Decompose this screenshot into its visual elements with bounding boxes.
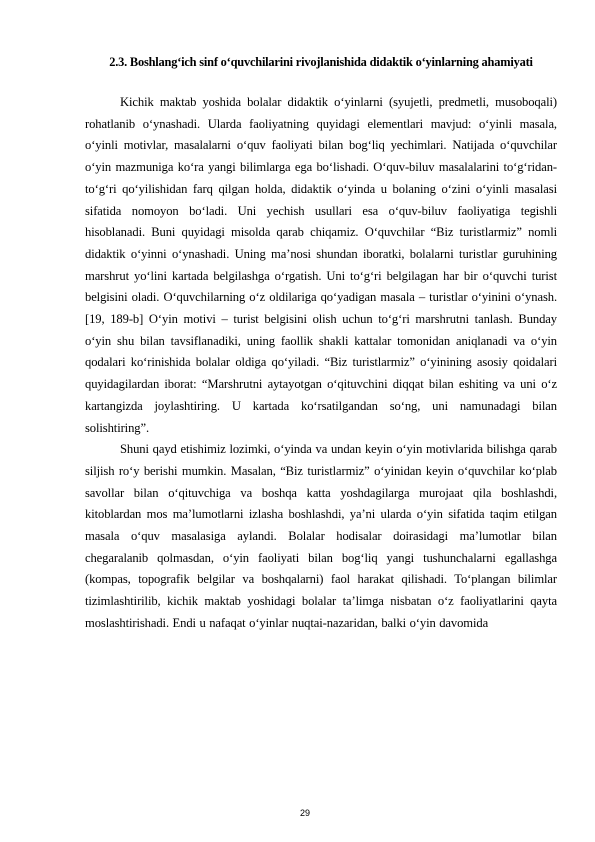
paragraph-2: Shuni qayd etishimiz lozimki, o‘yinda va undan keyin o‘yin motivlarida bilishga qarab siljish ro‘y berishi mumkin. Masalan, “Biz turistlarmiz” o‘yinidan keyin o‘quvchilar ko‘plab savollar bilan o‘qituvchiga va boshqa katta yoshdagilarga murojaat qila boshlashdi, kitoblardan mos ma’lumotlarni izlasha boshlashdi, ya’ni ularda o‘yin sifatida taqim etilgan masala o‘quv masalasiga aylandi. Bolalar hodisalar doirasidagi ma’lumotlar bilan chegaralanib qolmasdan, o‘yin faoliyati bilan bog‘liq yangi tushunchalarni egallashga (kompas, topografik belgilar va boshqalarni) faol harakat qilishadi. To‘plangan bilimlar tizimlashtirilib, kichik maktab yoshidagi bolalar ta’limga nisbatan o‘z faoliyatlarini qayta moslashtirishadi. Endi u nafaqat o‘yinlar nuqtai-nazaridan, balki o‘yin davomida bbox=[85, 442, 557, 630]
page-number: 29 bbox=[300, 808, 311, 818]
paragraph-1: Kichik maktab yoshida bolalar didaktik o‘yinlarni (syujetli, predmetli, musoboqali) rohatlanib o‘ynashadi. Ularda faoliyatning quyidagi elementlari mavjud: o‘yinli masala, o‘yinli motivlar, masalalarni o‘quv faoliyati bilan bog‘liq yechimlari. Natijada o‘quvchilar o‘yin mazmuniga ko‘ra yangi bilimlarga ega bo‘lishadi. O‘quv-biluv masalalarini to‘g‘ridan-to‘g‘ri qo‘yilishidan farq qilgan holda, didaktik o‘yinda u bolaning o‘zini o‘yinli masalasi sifatida nomoyon bo‘ladi. Uni yechish usullari esa o‘quv-biluv faoliyatiga tegishli hisoblanadi. Buni quyidagi misolda qarab chiqamiz. O‘quvchilar “Biz turistlarmiz” nomli didaktik o‘yinni o‘ynashadi. Uning ma’nosi shundan iboratki, bolalarni turistlar guruhining marshrut yo‘lini kartada belgilashga o‘rgatish. Uni to‘g‘ri belgilagan har bir o‘quvchi turist belgisini oladi. O‘quvchilarning o‘z oldilariga qo‘yadigan masala – turistlar o‘yinini o‘ynash.[19, 189-b] O‘yin motivi – turist belgisini olish uchun to‘g‘ri marshrutni tanlash. Bunday o‘yin shu bilan tavsiflanadiki, uning faollik shakli kattalar tomonidan aniqlanadi va o‘yin qodalari ko‘rinishida bolalar oldiga qo‘yiladi. “Biz turistlarmiz” o‘yinining asosiy qoidalari quyidagilardan iborat: “Marshrutni aytayotgan o‘qituvchini diqqat bilan eshiting va uni o‘z kartangizda joylashtiring. U kartada ko‘rsatilgandan so‘ng, uni namunadagi bilan solishtiring”. bbox=[85, 95, 557, 435]
body-text bbox=[85, 92, 557, 635]
section-heading: 2.3. Boshlang‘ich sinf o‘quvchilarini rivojlanishida didaktik o‘yinlarning ahamiyati bbox=[109, 55, 533, 69]
